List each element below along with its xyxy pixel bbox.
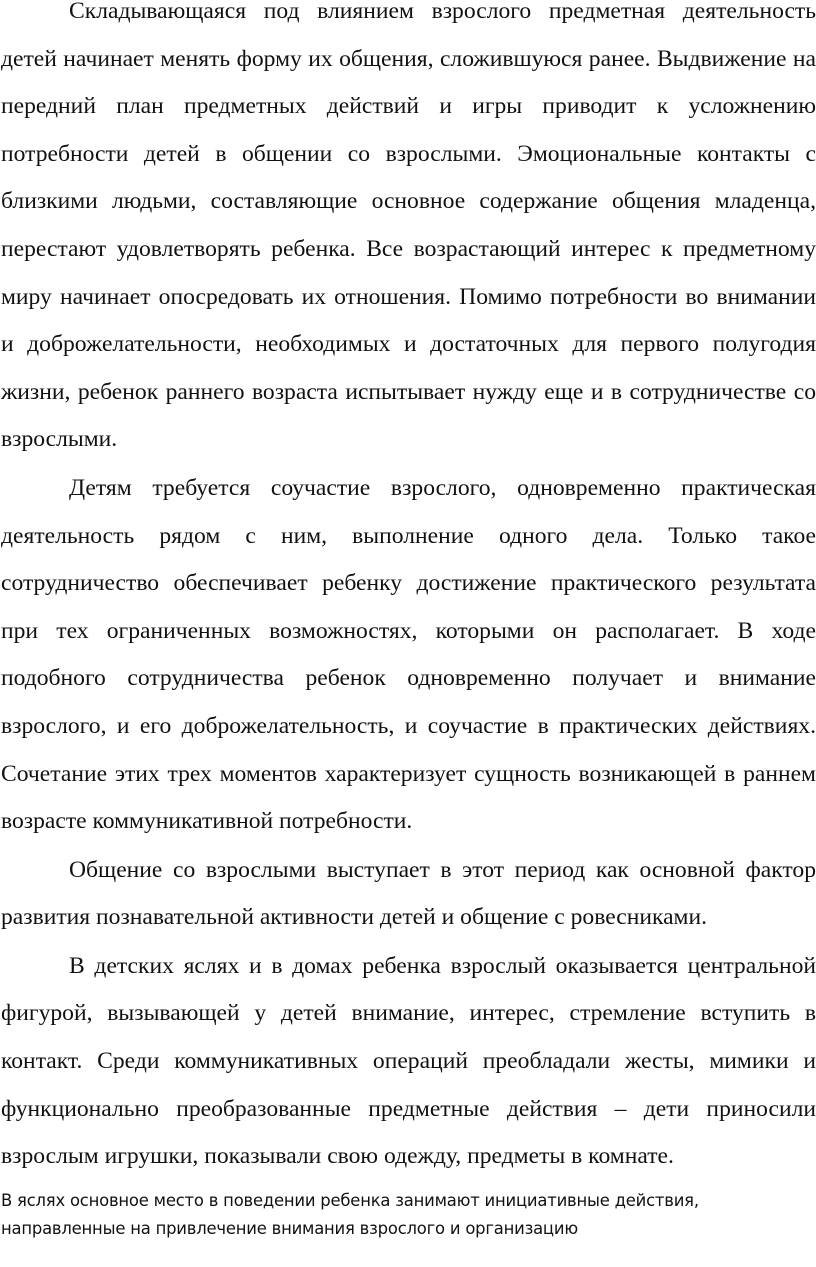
paragraph-4: В детских яслях и в домах ребенка взрослый оказывается центральной фигурой, вызывающей у детей внимание, интерес, стремление вступить в контакт. Среди коммуникативных операций преобладали жесты, мимики и функционально преобразованные предметные действия – дети приносили взрослым игрушки, показывали свою одежду, предметы в комнате.: [1, 952, 816, 1170]
footer-note: В яслях основное место в поведении ребенка занимают инициативные действия, направленные на привлечение внимания взрослого и организацию: [1, 1190, 699, 1238]
paragraph-2: Детям требуется соучастие взрослого, одновременно практическая деятельность рядом с ним, выполнение одного дела. Только такое сотрудничество обеспечивает ребенку достижение практического результата при тех ограниченных возможностях, которыми он располагает. В ходе подобного сотрудничества ребенок одновременно получает и внимание взрослого, и его доброжелательность, и соучастие в практических действиях. Сочетание этих трех моментов характеризует сущность возникающей в раннем возрасте коммуникативной потребности.: [1, 474, 816, 835]
paragraph-1: Складывающаяся под влиянием взрослого предметная деятельность детей начинает менять форму их общения, сложившуюся ранее. Выдвижение на передний план предметных действий и игры приводит к усложнению потребности детей в общении со взрослыми. Эмоциональные контакты с близкими людьми, составляющие основное содержание общения младенца, перестают удовлетворять ребенка. Все возрастающий интерес к предметному миру начинает опосредовать их отношения. Помимо потребности во внимании и доброжелательности, необходимых и достаточных для первого полугодия жизни, ребенок раннего возраста испытывает нужду еще и в сотрудничестве со взрослыми.: [1, 0, 816, 453]
paragraph-3: Общение со взрослыми выступает в этот период как основной фактор развития познавательной активности детей и общение с ровесниками.: [1, 856, 816, 931]
